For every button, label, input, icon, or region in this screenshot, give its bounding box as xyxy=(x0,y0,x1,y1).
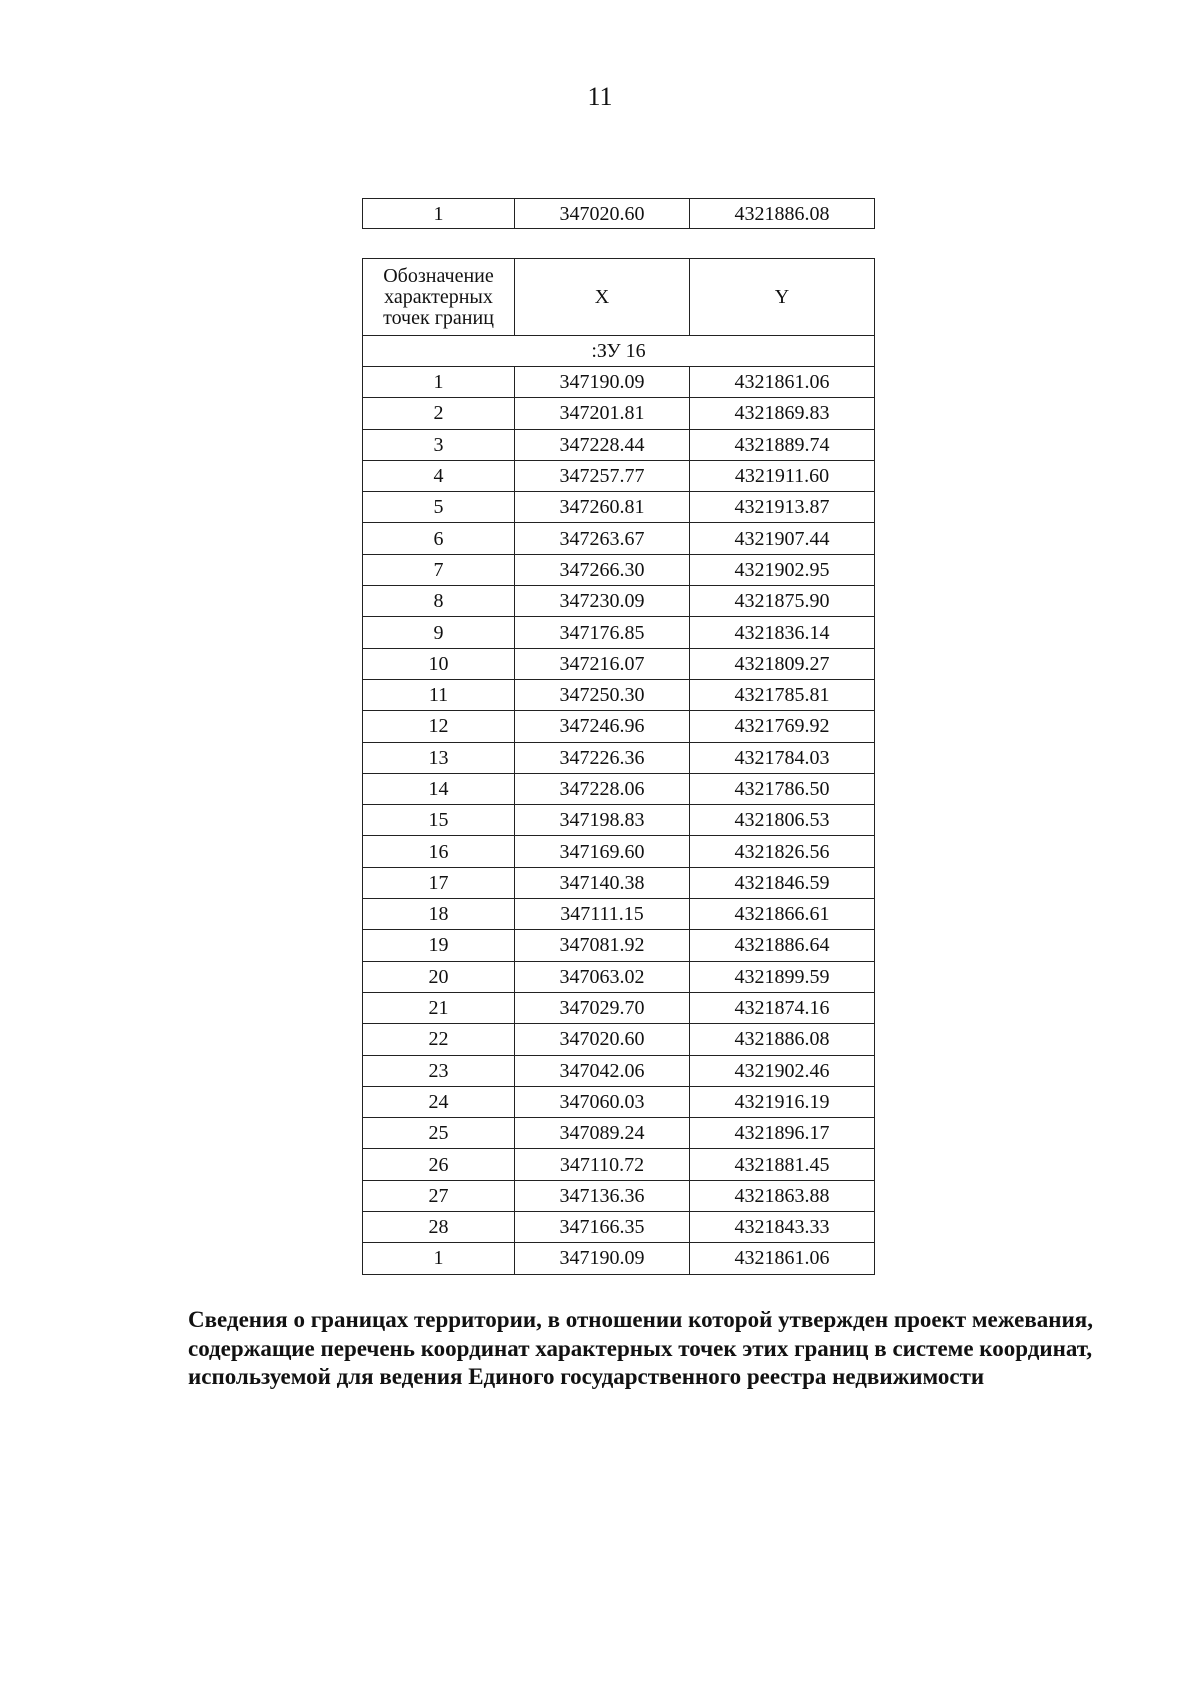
cell-point-number: 8 xyxy=(363,586,515,617)
cell-x: 347230.09 xyxy=(515,586,690,617)
cell-point-number: 9 xyxy=(363,617,515,648)
page-number: 11 xyxy=(587,82,613,111)
cell-y: 4321866.61 xyxy=(690,899,875,930)
cell-y: 4321902.46 xyxy=(690,1055,875,1086)
cell-y: 4321913.87 xyxy=(690,492,875,523)
header-point-designation: Обозначение характерных точек границ xyxy=(363,259,515,336)
table-row xyxy=(363,899,875,930)
table-row xyxy=(363,1024,875,1055)
cell-x: 347246.96 xyxy=(515,711,690,742)
cell-point-number: 26 xyxy=(363,1149,515,1180)
section-label: :ЗУ 16 xyxy=(363,336,875,367)
table-row xyxy=(363,492,875,523)
cell-x: 347250.30 xyxy=(515,679,690,710)
table-row xyxy=(363,398,875,429)
cell-x: 347216.07 xyxy=(515,648,690,679)
cell-x: 347228.44 xyxy=(515,429,690,460)
cell-point-number: 4 xyxy=(363,460,515,491)
cell-x: 347060.03 xyxy=(515,1086,690,1117)
cell-point-number: 13 xyxy=(363,742,515,773)
cell-point-number: 16 xyxy=(363,836,515,867)
cell-y: 4321806.53 xyxy=(690,805,875,836)
cell-point-number: 25 xyxy=(363,1118,515,1149)
table-row xyxy=(363,836,875,867)
header-y: Y xyxy=(690,259,875,336)
table-row xyxy=(363,1118,875,1149)
cell-x: 347081.92 xyxy=(515,930,690,961)
section-row xyxy=(363,336,875,367)
cell-y: 4321907.44 xyxy=(690,523,875,554)
cell-x: 347257.77 xyxy=(515,460,690,491)
cell-point-number: 1 xyxy=(363,367,515,398)
table-row xyxy=(363,1149,875,1180)
cell-x: 347089.24 xyxy=(515,1118,690,1149)
cell-point-number: 21 xyxy=(363,992,515,1023)
header-x: X xyxy=(515,259,690,336)
cell-y: 4321861.06 xyxy=(690,1243,875,1274)
cell-x: 347201.81 xyxy=(515,398,690,429)
coordinates-table-body xyxy=(363,259,875,1275)
cell-x: 347110.72 xyxy=(515,1149,690,1180)
cell-y: 4321886.08 xyxy=(690,199,875,229)
cell-y: 4321785.81 xyxy=(690,679,875,710)
cell-point-number: 3 xyxy=(363,429,515,460)
cell-x: 347020.60 xyxy=(515,1024,690,1055)
cell-point-number: 12 xyxy=(363,711,515,742)
cell-y: 4321916.19 xyxy=(690,1086,875,1117)
cell-point-number: 1 xyxy=(363,1243,515,1274)
cell-x: 347266.30 xyxy=(515,554,690,585)
cell-x: 347063.02 xyxy=(515,961,690,992)
cell-y: 4321902.95 xyxy=(690,554,875,585)
table-row xyxy=(363,961,875,992)
cell-y: 4321843.33 xyxy=(690,1212,875,1243)
table-row xyxy=(363,1180,875,1211)
cell-y: 4321769.92 xyxy=(690,711,875,742)
cell-y: 4321911.60 xyxy=(690,460,875,491)
table-row xyxy=(363,523,875,554)
cell-y: 4321869.83 xyxy=(690,398,875,429)
cell-x: 347029.70 xyxy=(515,992,690,1023)
table-row xyxy=(363,429,875,460)
cell-y: 4321899.59 xyxy=(690,961,875,992)
cell-x: 347190.09 xyxy=(515,367,690,398)
table-row xyxy=(363,930,875,961)
cell-point-number: 7 xyxy=(363,554,515,585)
cell-point-number: 24 xyxy=(363,1086,515,1117)
cell-x: 347176.85 xyxy=(515,617,690,648)
cell-x: 347020.60 xyxy=(515,199,690,229)
cell-y: 4321784.03 xyxy=(690,742,875,773)
cell-point-number: 15 xyxy=(363,805,515,836)
cell-point-number: 1 xyxy=(363,199,515,229)
previous-table-body xyxy=(363,199,875,229)
section-heading: Сведения о границах территории, в отношении которой утвержден проект межевания, содержащие перечень координат характерных точек этих границ в системе координат, используемой для ведения Единого государственного реестра недвижимости xyxy=(188,1307,1093,1389)
cell-point-number: 5 xyxy=(363,492,515,523)
cell-point-number: 27 xyxy=(363,1180,515,1211)
cell-x: 347042.06 xyxy=(515,1055,690,1086)
cell-y: 4321886.64 xyxy=(690,930,875,961)
table-row xyxy=(363,554,875,585)
table-row xyxy=(363,1212,875,1243)
coordinates-table xyxy=(362,258,875,1275)
table-row xyxy=(363,1243,875,1274)
table-row xyxy=(363,367,875,398)
table-row xyxy=(363,805,875,836)
table-row xyxy=(363,992,875,1023)
cell-x: 347136.36 xyxy=(515,1180,690,1211)
table-row xyxy=(363,199,875,229)
cell-x: 347140.38 xyxy=(515,867,690,898)
cell-point-number: 23 xyxy=(363,1055,515,1086)
cell-point-number: 22 xyxy=(363,1024,515,1055)
table-row xyxy=(363,1055,875,1086)
cell-x: 347198.83 xyxy=(515,805,690,836)
cell-point-number: 11 xyxy=(363,679,515,710)
cell-y: 4321875.90 xyxy=(690,586,875,617)
cell-point-number: 20 xyxy=(363,961,515,992)
cell-x: 347260.81 xyxy=(515,492,690,523)
cell-y: 4321826.56 xyxy=(690,836,875,867)
cell-y: 4321863.88 xyxy=(690,1180,875,1211)
table-row xyxy=(363,679,875,710)
cell-point-number: 6 xyxy=(363,523,515,554)
cell-x: 347111.15 xyxy=(515,899,690,930)
table-row xyxy=(363,617,875,648)
cell-y: 4321881.45 xyxy=(690,1149,875,1180)
cell-y: 4321886.08 xyxy=(690,1024,875,1055)
cell-y: 4321896.17 xyxy=(690,1118,875,1149)
cell-point-number: 10 xyxy=(363,648,515,679)
table-row xyxy=(363,586,875,617)
previous-table-tail xyxy=(362,198,875,229)
cell-x: 347263.67 xyxy=(515,523,690,554)
table-row xyxy=(363,1086,875,1117)
cell-x: 347169.60 xyxy=(515,836,690,867)
cell-y: 4321889.74 xyxy=(690,429,875,460)
cell-y: 4321861.06 xyxy=(690,367,875,398)
cell-y: 4321786.50 xyxy=(690,773,875,804)
table-row xyxy=(363,460,875,491)
cell-point-number: 28 xyxy=(363,1212,515,1243)
table-row xyxy=(363,867,875,898)
table-row xyxy=(363,711,875,742)
cell-x: 347226.36 xyxy=(515,742,690,773)
header-row xyxy=(363,259,875,336)
cell-point-number: 14 xyxy=(363,773,515,804)
cell-point-number: 18 xyxy=(363,899,515,930)
cell-x: 347190.09 xyxy=(515,1243,690,1274)
cell-x: 347228.06 xyxy=(515,773,690,804)
table-row xyxy=(363,648,875,679)
table-row xyxy=(363,742,875,773)
cell-y: 4321836.14 xyxy=(690,617,875,648)
cell-point-number: 17 xyxy=(363,867,515,898)
cell-y: 4321809.27 xyxy=(690,648,875,679)
cell-point-number: 2 xyxy=(363,398,515,429)
cell-x: 347166.35 xyxy=(515,1212,690,1243)
cell-y: 4321874.16 xyxy=(690,992,875,1023)
cell-point-number: 19 xyxy=(363,930,515,961)
table-row xyxy=(363,773,875,804)
cell-y: 4321846.59 xyxy=(690,867,875,898)
